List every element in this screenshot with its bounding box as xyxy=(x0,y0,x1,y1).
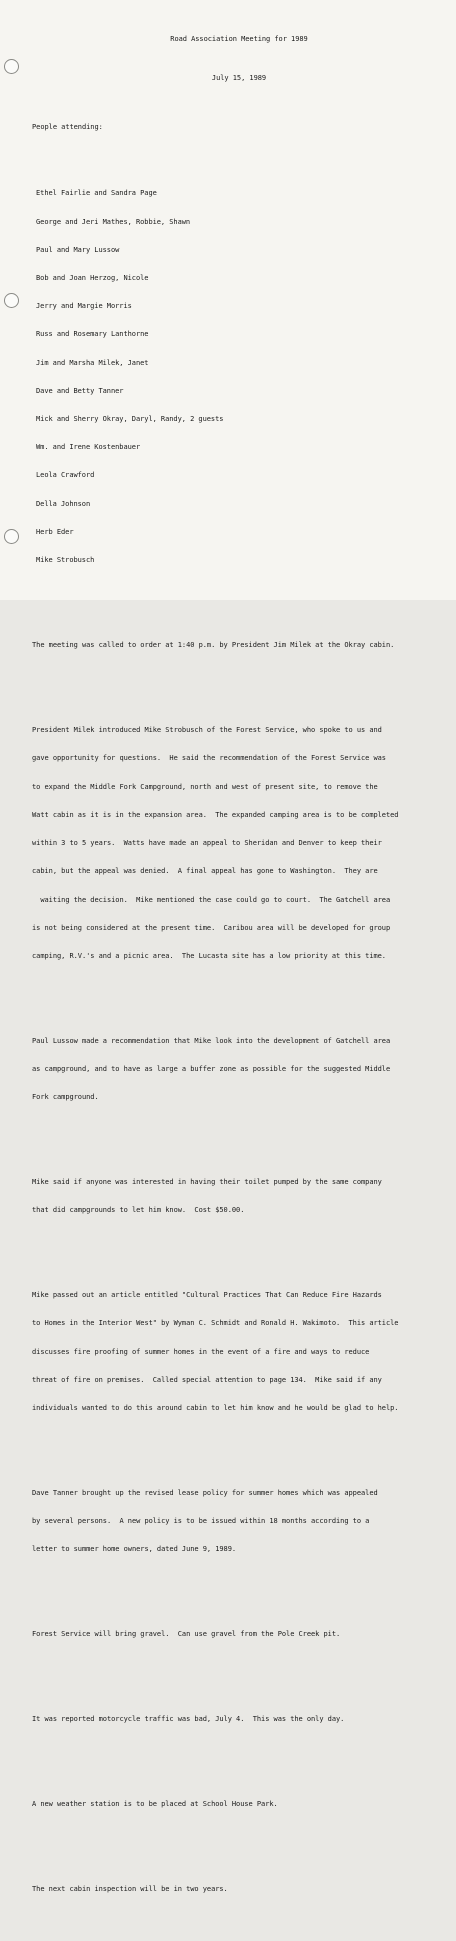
attendee: Ethel Fairlie and Sandra Page xyxy=(36,189,157,198)
paragraph-lease-policy xyxy=(32,1470,446,1573)
attendee: Jerry and Margie Morris xyxy=(36,302,132,311)
document-title: Road Association Meeting for 1989 xyxy=(170,34,308,43)
attendee: Leola Crawford xyxy=(36,471,95,480)
paragraph-call-to-order xyxy=(32,623,446,670)
paragraph-motorcycle xyxy=(32,1696,446,1743)
text-line: by several persons. A new policy is to be issued within 18 months according to a xyxy=(32,1517,370,1526)
paragraph-toilet xyxy=(32,1159,446,1234)
text-line: is not being considered at the present time. Caribou area will be developed for group xyxy=(32,923,391,932)
text-line: It was reported motorcycle traffic was bad, July 4. This was the only day. xyxy=(32,1715,345,1723)
text-line: individuals wanted to do this around cabin to let him know and he would be glad to help. xyxy=(32,1404,399,1413)
text-line: Mike said if anyone was interested in having their toilet pumped by the same company xyxy=(32,1178,382,1187)
binder-hole-bottom xyxy=(4,529,19,544)
paragraph-weather-station xyxy=(32,1781,446,1828)
attendee: Della Johnson xyxy=(36,499,91,508)
text-line: camping, R.V.'s and a picnic area. The Lucasta site has a low priority at this time. xyxy=(32,951,386,960)
attendee: Mike Strobusch xyxy=(36,556,95,565)
paragraph-fire-article xyxy=(32,1272,446,1432)
attendee: Bob and Joan Herzog, Nicole xyxy=(36,273,149,282)
text-line: within 3 to 5 years. Watts have made an appeal to Sheridan and Denver to keep their xyxy=(32,839,382,848)
text-line: Forest Service will bring gravel. Can use gravel from the Pole Creek pit. xyxy=(32,1630,341,1639)
text-line: as campground, and to have as large a buffer zone as possible for the suggested Middle xyxy=(32,1065,391,1074)
paragraph-forest-service xyxy=(32,707,446,980)
text-line: Fork campground. xyxy=(32,1093,99,1102)
binder-hole-top xyxy=(4,59,19,74)
attendee: Wm. and Irene Kostenbauer xyxy=(36,443,141,452)
text-line: President Milek introduced Mike Strobusch of the Forest Service, who spoke to us and xyxy=(32,726,382,735)
attendee: George and Jeri Mathes, Robbie, Shawn xyxy=(36,217,191,226)
text-line: waiting the decision. Mike mentioned the case could go to court. The Gatchell area xyxy=(32,895,391,904)
text-line: The next cabin inspection will be in two years. xyxy=(32,1884,228,1893)
text-line: gave opportunity for questions. He said the recommendation of the Forest Service was xyxy=(32,754,386,763)
text-line: Watt cabin as it is in the expansion area. The expanded camping area is to be completed xyxy=(32,810,399,819)
meeting-date: July 15, 1989 xyxy=(211,74,267,83)
text-line: threat of fire on premises. Called special attention to page 134. Mike said if any xyxy=(32,1375,382,1384)
text-line: discusses fire proofing of summer homes in the event of a fire and ways to reduce xyxy=(32,1347,370,1356)
attendee-list xyxy=(32,170,446,584)
paragraph-inspection xyxy=(32,1866,446,1913)
attendee: Russ and Rosemary Lanthorne xyxy=(36,330,149,339)
attendee: Jim and Marsha Milek, Janet xyxy=(36,358,149,367)
document-body xyxy=(32,16,446,1941)
attendee: Herb Eder xyxy=(36,527,74,536)
text-line: to Homes in the Interior West" by Wyman C. Schmidt and Ronald H. Wakimoto. This article xyxy=(32,1319,399,1328)
text-line: that did campgrounds to let him know. Cost $50.00. xyxy=(32,1206,245,1215)
text-line: A new weather station is to be placed at School House Park. xyxy=(32,1799,278,1808)
attending-label: People attending: xyxy=(32,122,103,131)
text-line: to expand the Middle Fork Campground, north and west of present site, to remove the xyxy=(32,782,378,791)
paragraph-gatchell xyxy=(32,1018,446,1121)
attendee: Dave and Betty Tanner xyxy=(36,386,124,395)
text-line: The meeting was called to order at 1:40 p.m. by President Jim Milek at the Okray cabin. xyxy=(32,641,395,650)
attendee: Mick and Sherry Okray, Daryl, Randy, 2 guests xyxy=(36,415,224,424)
attendee: Paul and Mary Lussow xyxy=(36,245,120,254)
text-line: Mike passed out an article entitled "Cultural Practices That Can Reduce Fire Hazards xyxy=(32,1291,382,1300)
binder-hole-middle xyxy=(4,293,19,308)
text-line: Paul Lussow made a recommendation that Mike look into the development of Gatchell area xyxy=(32,1036,391,1045)
paragraph-gravel xyxy=(32,1611,446,1658)
text-line: letter to summer home owners, dated June 9, 1989. xyxy=(32,1545,237,1554)
text-line: Dave Tanner brought up the revised lease policy for summer homes which was appealed xyxy=(32,1488,378,1497)
text-line: cabin, but the appeal was denied. A final appeal has gone to Washington. They are xyxy=(32,867,378,876)
